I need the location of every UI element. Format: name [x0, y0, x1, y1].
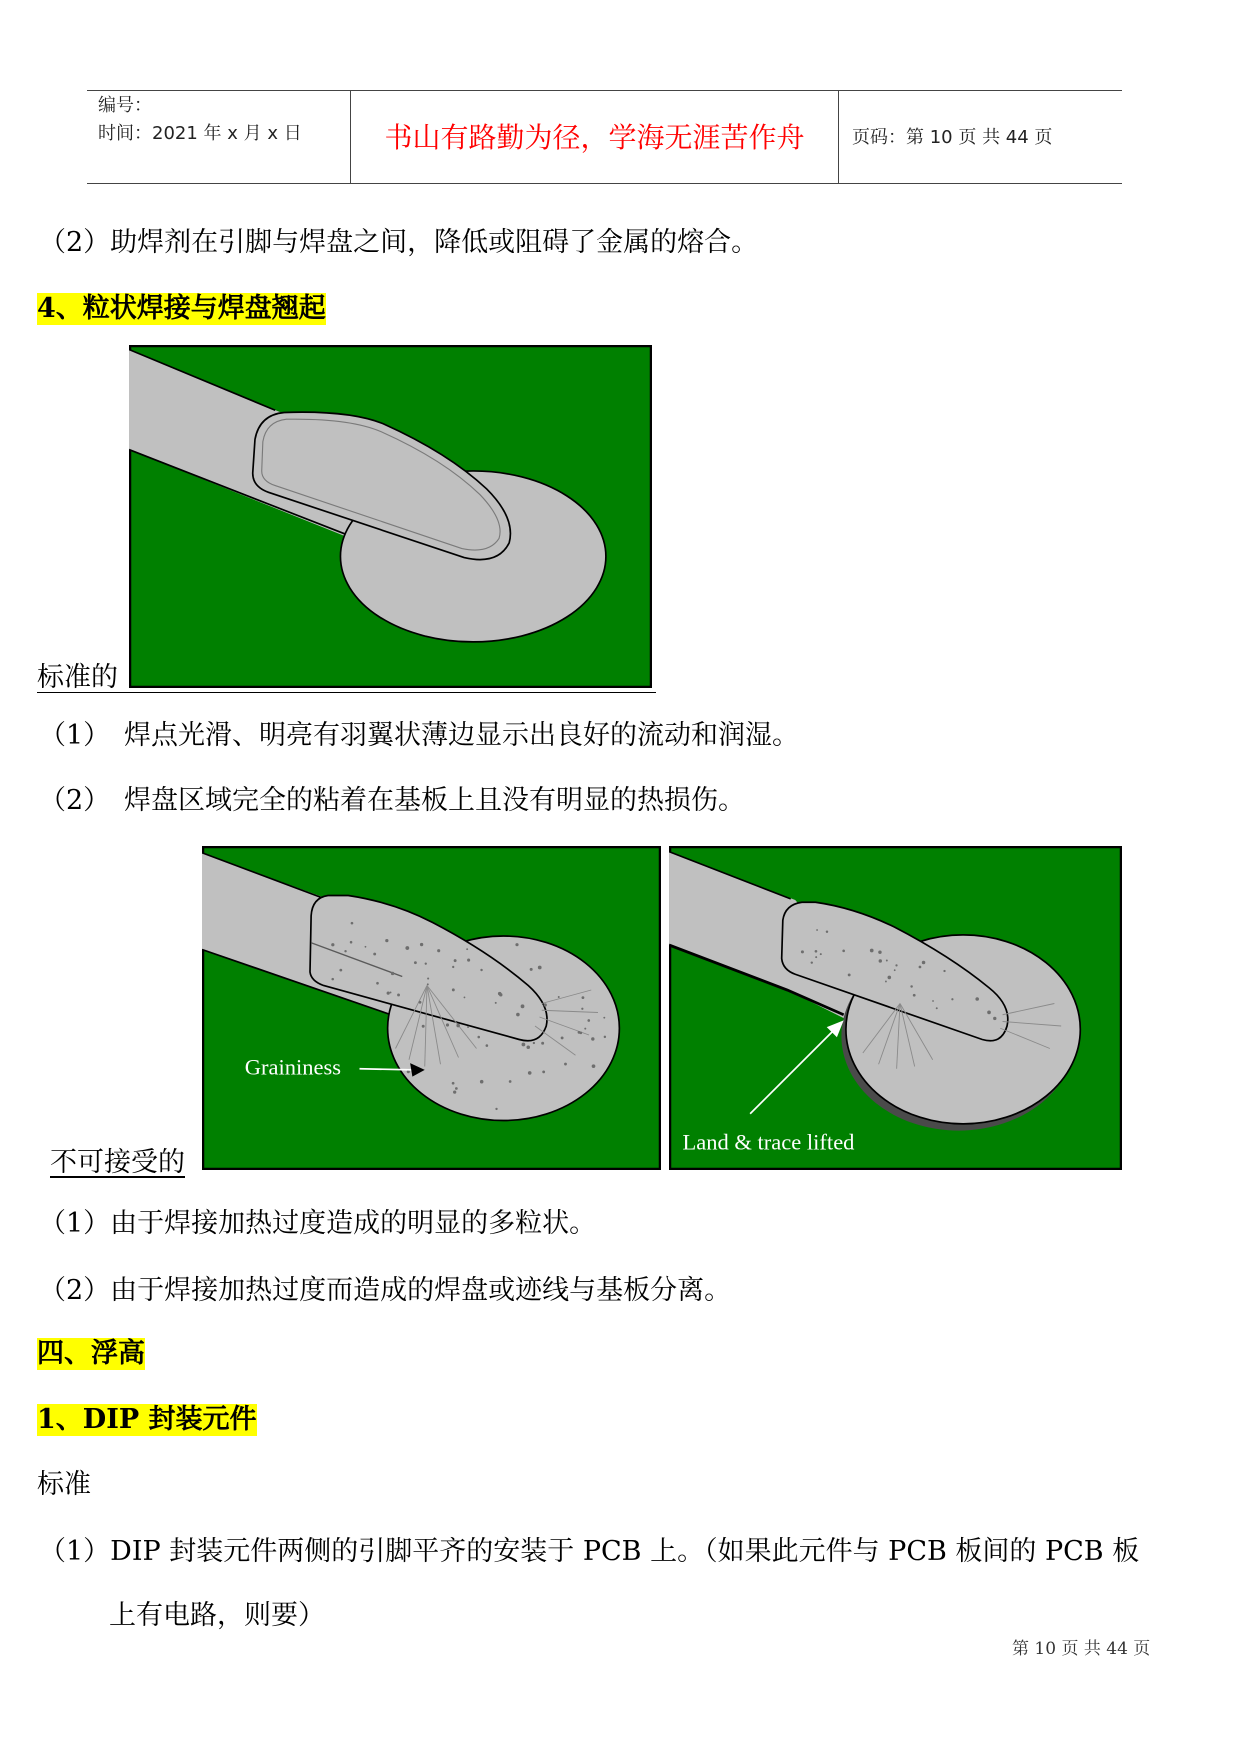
speckle-dot [466, 948, 468, 950]
speckle-dot [533, 1042, 535, 1044]
speckle-dot [544, 1003, 547, 1006]
speckle-dot [495, 1002, 497, 1004]
speckle-dot [437, 949, 440, 952]
speckle-dot [446, 1023, 449, 1026]
speckle-dot [528, 1071, 532, 1075]
speckle-dot [467, 959, 470, 962]
speckle-dot [452, 966, 454, 968]
graininess-label: Graininess [244, 1054, 341, 1080]
speckle-dot [365, 946, 367, 948]
speckle-dot [530, 968, 533, 971]
speckle-dot [975, 997, 979, 1001]
speckle-dot [387, 992, 390, 995]
speckle-dot [878, 950, 881, 953]
speckle-dot [564, 1063, 567, 1066]
speckle-dot [456, 1024, 460, 1028]
heading-dip-component: 1、DIP 封装元件 [37, 1404, 257, 1435]
speckle-dot [516, 1013, 520, 1017]
speckle-dot [452, 1082, 455, 1085]
speckle-dot [526, 1045, 530, 1049]
speckle-dot [578, 1031, 581, 1034]
speckle-dot [498, 992, 501, 995]
speckle-dot [522, 1043, 526, 1047]
speckle-dot [842, 950, 845, 953]
unacceptable-item-1: （1）由于焊接加热过度造成的明显的多粒状。 [39, 1208, 597, 1239]
speckle-dot [604, 1036, 606, 1038]
speckle-dot [373, 953, 376, 956]
graininess-arrow-shaft [360, 1069, 414, 1070]
speckle-dot [895, 964, 897, 966]
speckle-dot [427, 983, 429, 985]
standard-label-text: 标准的 [37, 662, 118, 693]
heading-granular-solder: 4、粒状焊接与焊盘翘起 [37, 293, 326, 324]
speckle-dot [801, 950, 804, 953]
speckle-dot [584, 1028, 586, 1030]
speckle-dot [582, 996, 585, 999]
header-page-info: 页码：第 10 页 共 44 页 [852, 127, 1053, 148]
speckle-dot [922, 961, 926, 965]
speckle-dot [894, 969, 896, 971]
speckle-dot [477, 1036, 480, 1039]
figure-land-lifted [669, 846, 1122, 1170]
land-lifted-label: Land & trace lifted [682, 1129, 855, 1155]
footer-page-number: 第 10 页 共 44 页 [1012, 1639, 1151, 1659]
unacceptable-item-2: （2）由于焊接加热过度而造成的焊盘或迹线与基板分离。 [39, 1275, 732, 1306]
speckle-dot [885, 981, 887, 983]
speckle-dot [879, 959, 882, 962]
speckle-dot [420, 943, 423, 946]
speckle-dot [591, 1037, 594, 1040]
unacceptable-label: 不可接受的 [50, 1147, 185, 1178]
speckle-dot [390, 992, 392, 994]
speckle-dot [943, 970, 945, 972]
speckle-dot [419, 1001, 422, 1004]
speckle-dot [521, 1004, 525, 1008]
paragraph-flux: （2）助焊剂在引脚与焊盘之间，降低或阻碍了金属的熔合。 [39, 227, 759, 258]
speckle-dot [480, 1080, 484, 1084]
speckle-dot [541, 1042, 544, 1045]
speckle-dot [515, 943, 518, 946]
speckle-dot [932, 1000, 934, 1002]
speckle-dot [993, 1017, 996, 1020]
header-top-rule [87, 90, 1122, 91]
speckle-dot [542, 1070, 545, 1073]
header-divider-right [838, 90, 839, 184]
speckle-dot [397, 994, 400, 997]
speckle-dot [538, 966, 542, 970]
speckle-dot [820, 953, 822, 955]
standard-item-2-text: 焊盘区域完全的粘着在基板上且没有明显的热损伤。 [124, 785, 745, 816]
speckle-dot [592, 1064, 596, 1068]
speckle-dot [815, 950, 818, 953]
speckle-dot [886, 960, 888, 962]
speckle-dot [405, 946, 409, 950]
speckle-dot [561, 1036, 564, 1039]
speckle-dot [391, 972, 394, 975]
standard-item-1-text: 焊点光滑、明亮有羽翼状薄边显示出良好的流动和润湿。 [124, 720, 799, 751]
speckle-dot [951, 998, 953, 1000]
dip-item-line-2: 上有电路，则要） [109, 1600, 325, 1631]
standard-item-2-number: （2） [39, 785, 111, 816]
speckle-dot [913, 994, 916, 997]
speckle-dot [385, 939, 388, 942]
dip-item-line-1: （1）DIP 封装元件两侧的引脚平齐的安装于 PCB 上。（如果此元件与 PCB 板间的 PCB 板 [39, 1536, 1140, 1567]
speckle-dot [848, 973, 851, 976]
header-code-label: 编号： [98, 95, 152, 116]
speckle-dot [414, 961, 417, 964]
speckle-dot [376, 982, 379, 985]
speckle-dot [870, 949, 874, 953]
speckle-dot [558, 996, 560, 998]
figure-standard-joint [129, 345, 652, 688]
speckle-dot [455, 1087, 458, 1090]
speckle-dot [816, 929, 818, 931]
speckle-dot [486, 1044, 489, 1047]
header-time-label: 时间：2021 年 x 月 x 日 [98, 123, 302, 144]
speckle-dot [425, 963, 427, 965]
speckle-dot [467, 1026, 469, 1028]
speckle-dot [331, 978, 334, 981]
speckle-dot [826, 930, 828, 932]
speckle-dot [480, 969, 482, 971]
speckle-dot [936, 1007, 938, 1009]
speckle-dot [509, 1080, 512, 1083]
speckle-dot [350, 941, 353, 944]
speckle-dot [587, 1019, 590, 1022]
speckle-dot [331, 943, 334, 946]
standard-item-1-number: （1） [39, 720, 111, 751]
speckle-dot [581, 1008, 583, 1010]
figure-graininess [202, 846, 661, 1170]
speckle-dot [344, 950, 346, 952]
speckle-dot [427, 977, 429, 979]
header-motto: 书山有路勤为径，学海无涯苦作舟 [384, 121, 805, 154]
speckle-dot [452, 988, 455, 991]
speckle-dot [811, 961, 813, 963]
speckle-dot [351, 922, 354, 925]
speckle-dot [987, 1011, 991, 1015]
speckle-dot [919, 966, 922, 969]
standard-title: 标准 [37, 1469, 91, 1500]
speckle-dot [887, 976, 891, 980]
speckle-dot [464, 997, 466, 999]
speckle-dot [453, 1091, 456, 1094]
speckle-dot [422, 1025, 425, 1028]
speckle-dot [815, 956, 817, 958]
speckle-dot [495, 1108, 497, 1110]
speckle-dot [910, 985, 913, 987]
heading-floating: 四、浮高 [37, 1338, 145, 1369]
speckle-dot [454, 959, 457, 962]
speckle-dot [603, 1017, 605, 1019]
speckle-dot [339, 969, 342, 972]
header-bottom-rule [87, 183, 1122, 184]
